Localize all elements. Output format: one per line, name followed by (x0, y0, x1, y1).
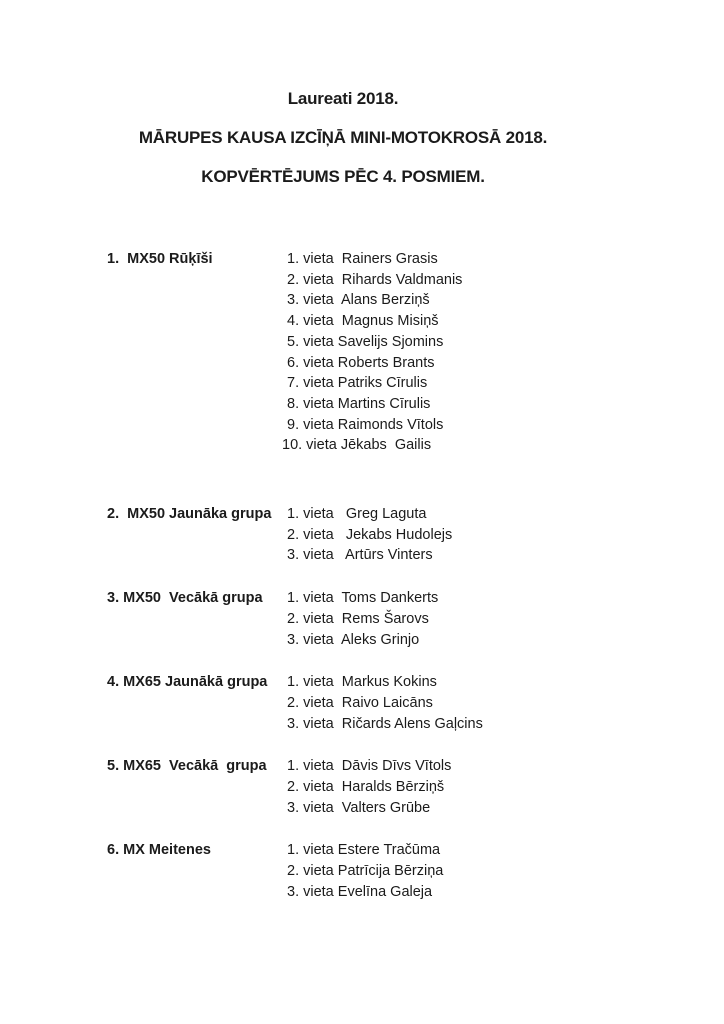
result-item: 2. vieta Jekabs Hudolejs (287, 526, 453, 543)
result-item: 4. vieta Magnus Misiņš (287, 313, 439, 330)
placements-list (287, 672, 483, 734)
results-section (107, 840, 483, 902)
class-group-label: 3. MX50 Vecākā grupa (107, 590, 263, 607)
document-header (0, 79, 686, 196)
document-title-line-1: Laureati 2018. (287, 89, 399, 108)
result-item: 6. vieta Roberts Brants (287, 354, 435, 371)
result-item: 2. vieta Raivo Laicāns (287, 694, 433, 711)
result-item: 3. vieta Valters Grūbe (287, 799, 431, 816)
placements-list (287, 504, 452, 566)
result-item: 3. vieta Ričards Alens Gaļcins (287, 715, 483, 732)
result-item: 2. vieta Patrīcija Bērziņa (287, 863, 444, 880)
class-group-label: 2. MX50 Jaunāka grupa (107, 506, 272, 523)
result-item: 1. vieta Greg Laguta (287, 506, 427, 523)
result-item: 3. vieta Aleks Grinjo (287, 631, 420, 648)
result-item: 1. vieta Rainers Grasis (287, 251, 438, 267)
result-item: 3. vieta Evelīna Galeja (287, 883, 433, 900)
class-group-label: 5. MX65 Vecākā grupa (107, 758, 267, 775)
result-item: 7. vieta Patriks Cīrulis (287, 375, 428, 392)
placements-list (287, 756, 451, 818)
result-item: 5. vieta Savelijs Sjomins (287, 333, 444, 350)
result-item: 3. vieta Artūrs Vinters (287, 547, 433, 564)
results-section (107, 756, 483, 818)
result-item: 9. vieta Raimonds Vītols (287, 416, 444, 433)
document-title-line-3: KOPVĒRTĒJUMS PĒC 4. POSMIEM. (201, 167, 485, 186)
result-item: 8. vieta Martins Cīrulis (287, 395, 431, 412)
class-group-label: 6. MX Meitenes (107, 842, 211, 859)
result-item: 1. vieta Markus Kokins (287, 674, 437, 691)
document-title-line-2: MĀRUPES KAUSA IZCĪŅĀ MINI-MOTOKROSĀ 2018. (138, 128, 548, 147)
result-item: 3. vieta Alans Berziņš (287, 292, 430, 309)
results-section (107, 588, 483, 650)
placements-list (287, 588, 438, 650)
results-section (107, 672, 483, 734)
result-item: 1. vieta Estere Tračūma (287, 842, 441, 859)
result-item: 2. vieta Rihards Valdmanis (287, 271, 463, 288)
result-item: 2. vieta Haralds Bērziņš (287, 779, 445, 796)
class-group-label: 1. MX50 Rūķīši (107, 251, 213, 267)
result-item: 1. vieta Toms Dankerts (287, 590, 439, 607)
results-section (107, 249, 483, 456)
placements-list (287, 840, 443, 902)
result-item: 10. vieta Jēkabs Gailis (282, 437, 432, 454)
results-section (107, 504, 483, 566)
results-list (107, 249, 483, 925)
class-group-label: 4. MX65 Jaunākā grupa (107, 674, 268, 691)
placements-list (282, 249, 463, 456)
result-item: 2. vieta Rems Šarovs (287, 610, 429, 627)
result-item: 1. vieta Dāvis Dīvs Vītols (287, 758, 452, 775)
